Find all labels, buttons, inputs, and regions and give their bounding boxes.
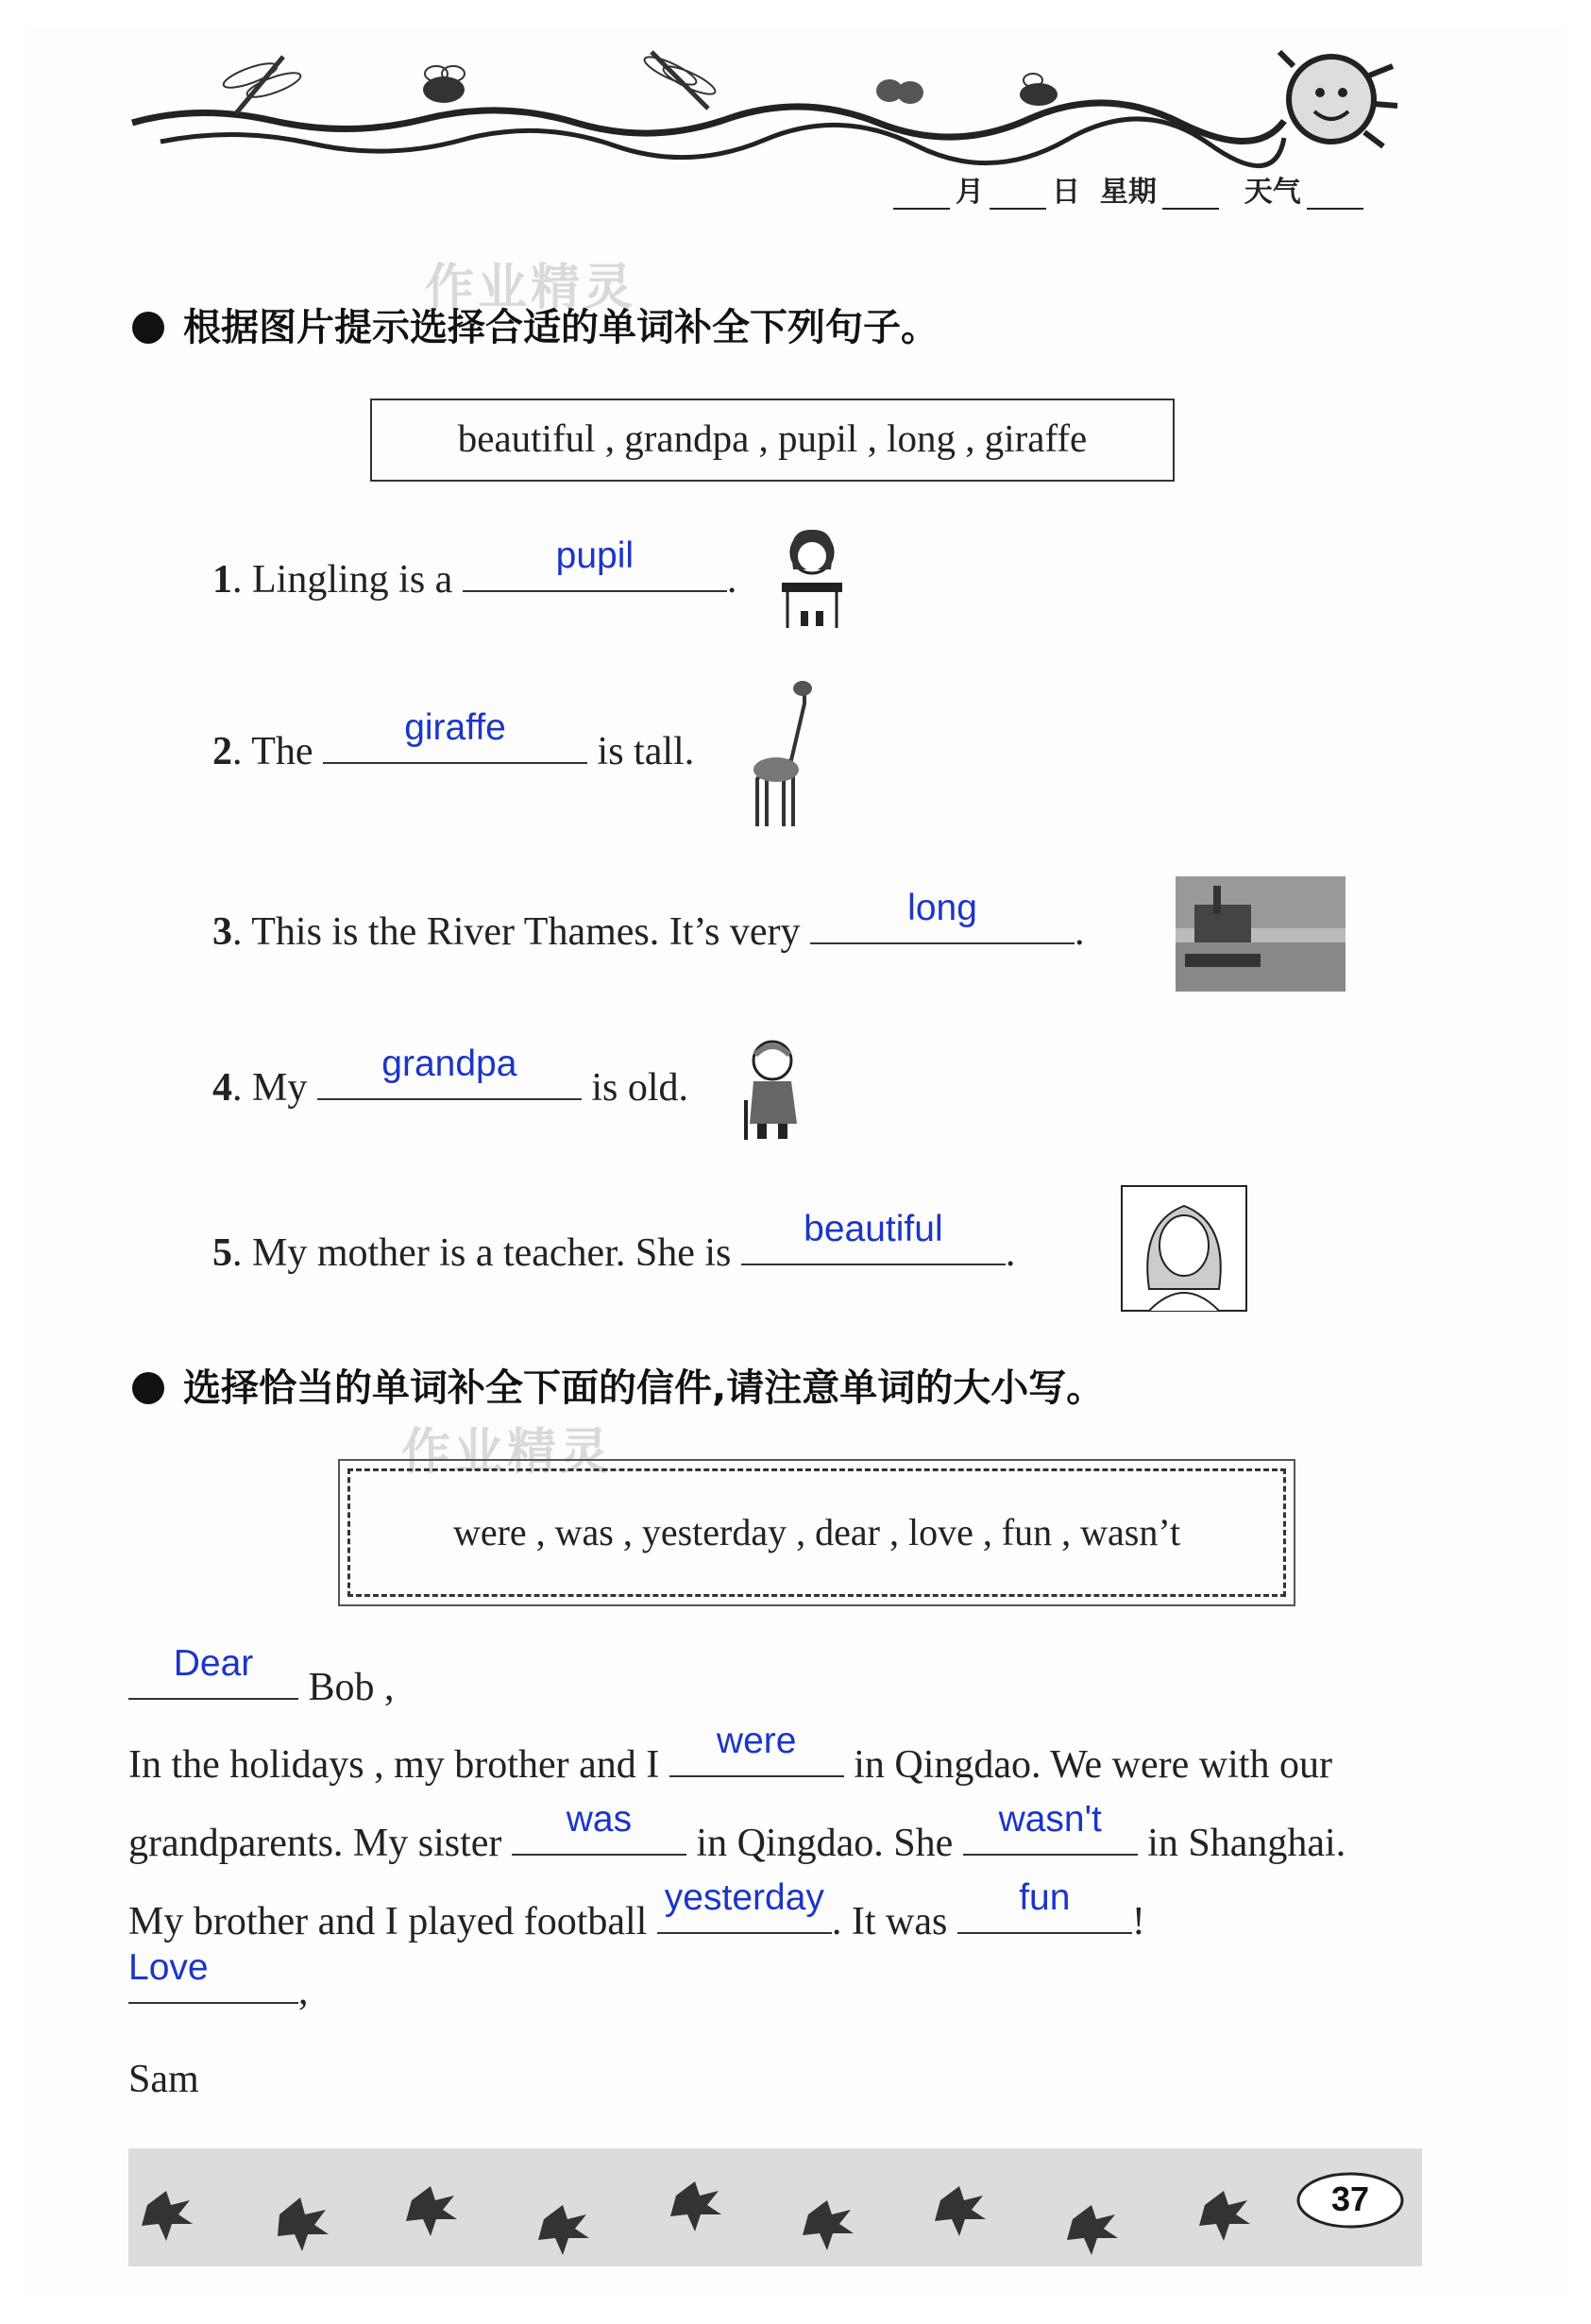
letter-closing: Love , [128,1947,309,2013]
answer-blank-1[interactable] [463,535,727,592]
decorative-word-bank-box: were , was , yesterday , dear , love , fun , wasn’t [347,1468,1286,1597]
bee-icon [1020,74,1058,106]
answer-text: fun [1019,1877,1071,1918]
answer-text: pupil [555,535,635,576]
bullet-icon [132,312,164,344]
answer-text: wasn't [998,1799,1102,1840]
question-4: 4. My grandpa is old. [212,1043,689,1110]
letter-greeting: Dear Bob , [128,1660,395,1710]
letter-blank-1[interactable] [669,1721,844,1777]
day-blank[interactable] [990,179,1046,210]
letter-line-3: My brother and I played football yesterday . It was fun ! [128,1877,1145,1943]
butterfly-icon [876,79,923,104]
grandpa-with-cane-picture [735,1034,810,1143]
letter-blank-5[interactable] [957,1877,1132,1934]
greeting-blank[interactable] [128,1643,298,1700]
section2-instruction: 选择恰当的单词补全下面的信件,请注意单词的大小写。 [132,1358,1104,1412]
dragonfly-icon [221,57,303,113]
day-label: 日 [1052,176,1080,209]
giraffe-picture [746,675,831,831]
letter-line-1: In the holidays , my brother and I were in Qingdao. We were with our [128,1721,1332,1787]
answer-text: was [566,1799,633,1840]
answer-blank-4[interactable] [317,1043,582,1100]
weather-blank[interactable] [1307,179,1363,210]
answer-text: long [907,888,977,928]
word-bank-box: beautiful , grandpa , pupil , long , giraffe [370,399,1175,482]
leaves-footer-decoration [128,2148,1422,2266]
closing-blank[interactable] [128,1947,298,2004]
month-blank[interactable] [893,179,950,210]
letter-signature: Sam [128,2058,199,2101]
month-label: 月 [956,176,984,209]
river-thames-photo [1176,876,1346,992]
mother-portrait-picture [1121,1185,1247,1312]
watermark: 作业精灵 [401,1424,614,1481]
page-number: 37 [1330,2180,1370,2218]
question-2: 2. The giraffe is tall. [212,707,695,773]
bee-icon [423,66,465,103]
answer-blank-5[interactable] [741,1209,1006,1265]
section1-instruction: 根据图片提示选择合适的单词补全下列句子。 [132,297,939,351]
answer-text: beautiful [804,1209,943,1249]
question-1: 1. Lingling is a pupil . [212,535,737,602]
header-decoration [123,28,1426,170]
answer-text: Dear [173,1643,254,1684]
weekday-label: 星期 [1099,176,1157,209]
question-3: 3. This is the River Thames. It’s very long . [212,888,1085,954]
watermark: 作业精灵 [425,260,637,316]
letter-blank-3[interactable] [963,1799,1138,1856]
bullet-icon [132,1372,164,1404]
answer-text: yesterday [664,1877,824,1918]
letter-line-2: grandparents. My sister was in Qingdao. She wasn't in Shanghai. [128,1799,1346,1865]
date-line [888,168,1369,210]
girl-at-desk-picture [774,524,850,633]
answer-text: Love [128,1947,209,1988]
answer-text: grandpa [381,1043,517,1084]
letter-blank-4[interactable] [657,1877,832,1934]
letter-blank-2[interactable] [512,1799,686,1856]
question-5: 5. My mother is a teacher. She is beautiful . [212,1209,1016,1275]
answer-text: giraffe [404,707,506,748]
dragonfly-icon [641,52,718,109]
answer-text: were [716,1721,797,1761]
weather-label: 天气 [1244,176,1301,209]
answer-blank-2[interactable] [323,707,587,764]
sun-face-icon [1279,52,1397,146]
weekday-blank[interactable] [1162,179,1219,210]
answer-blank-3[interactable] [810,888,1075,944]
